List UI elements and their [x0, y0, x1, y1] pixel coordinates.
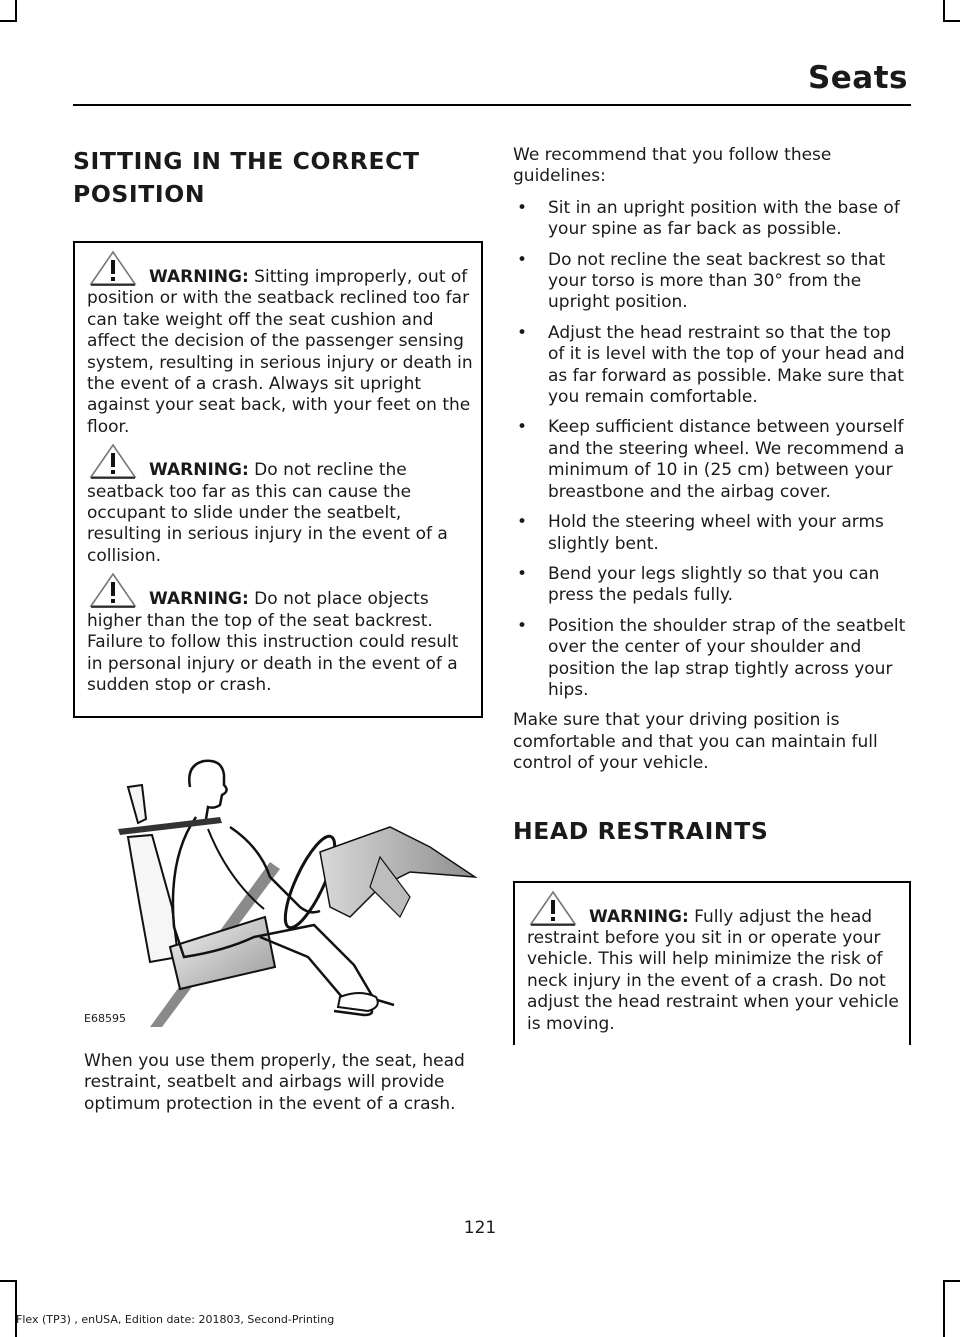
seating-position-illustration [80, 757, 480, 1027]
warning-triangle-icon [89, 443, 137, 479]
warning-box [513, 881, 911, 1045]
crop-mark [0, 20, 17, 22]
left-column [73, 145, 483, 718]
body-paragraph: When you use them properly, the seat, head restraint, seatbelt and airbags will provide optimum protection in the event of a crash. [84, 1051, 465, 1114]
figure-code: E68595 [84, 1012, 126, 1025]
warning-item: WARNING: Do not recline the seatback too far as this can cause the occupant to slide under the seatbelt, resulting in serious injury in the event of a collision. [87, 460, 473, 567]
list-item: • Position the shoulder strap of the seatbelt over the center of your shoulder and position the lap strap tightly across your hips. [513, 616, 911, 702]
list-item: • Keep sufficient distance between yourself and the steering wheel. We recommend a minimum of 10 in (25 cm) between your breastbone and the airbag cover. [513, 417, 911, 503]
warning-triangle-icon [89, 250, 137, 286]
crop-mark [943, 0, 945, 22]
warning-triangle-icon [89, 572, 137, 608]
crop-mark [943, 20, 960, 22]
edition-footer: Flex (TP3) , enUSA, Edition date: 201803, Second-Printing [16, 1313, 335, 1326]
section-heading: SITTING IN THE CORRECT POSITION [73, 147, 420, 208]
list-item: • Adjust the head restraint so that the top of it is level with the top of your head and as far forward as possible. Make sure that you remain comfortable. [513, 323, 911, 409]
list-item: • Bend your legs slightly so that you can press the pedals fully. [513, 564, 911, 607]
list-item: • Sit in an upright position with the base of your spine as far back as possible. [513, 198, 911, 241]
list-item: • Do not recline the seat backrest so that your torso is more than 30° from the upright position. [513, 250, 911, 314]
warning-item: WARNING: Sitting improperly, out of position or with the seatback reclined too far can take weight off the seat cushion and affect the decision of the passenger sensing system, resulting in serious injury or death in the event of a crash. Always sit upright against your seat back, with your feet on the floor. [87, 267, 473, 438]
guidelines-intro: We recommend that you follow these guidelines: [513, 145, 832, 187]
warning-box [73, 241, 483, 718]
header-divider [73, 104, 911, 106]
warning-item: WARNING: Do not place objects higher than the top of the seat backrest. Failure to follow this instruction could result in personal injury or death in the event of a sudden stop or crash. [87, 589, 473, 696]
warning-triangle-icon [529, 890, 577, 926]
section-heading: HEAD RESTRAINTS [513, 816, 769, 845]
crop-mark [15, 1280, 17, 1337]
closing-paragraph: Make sure that your driving position is comfortable and that you can maintain full control of your vehicle. [513, 710, 878, 774]
crop-mark [943, 1280, 945, 1337]
guidelines-list [513, 198, 911, 702]
page-title: Seats [807, 60, 908, 96]
right-column [513, 145, 911, 1045]
warning-item: WARNING: Fully adjust the head restraint before you sit in or operate your vehicle. This will help minimize the risk of neck injury in the event of a crash. Do not adjust the head restraint when your vehicle is moving. [527, 907, 901, 1035]
page-number: 121 [463, 1218, 497, 1238]
crop-mark [15, 0, 17, 22]
list-item: • Hold the steering wheel with your arms slightly bent. [513, 512, 911, 555]
crop-mark [0, 1280, 17, 1282]
crop-mark [943, 1280, 960, 1282]
